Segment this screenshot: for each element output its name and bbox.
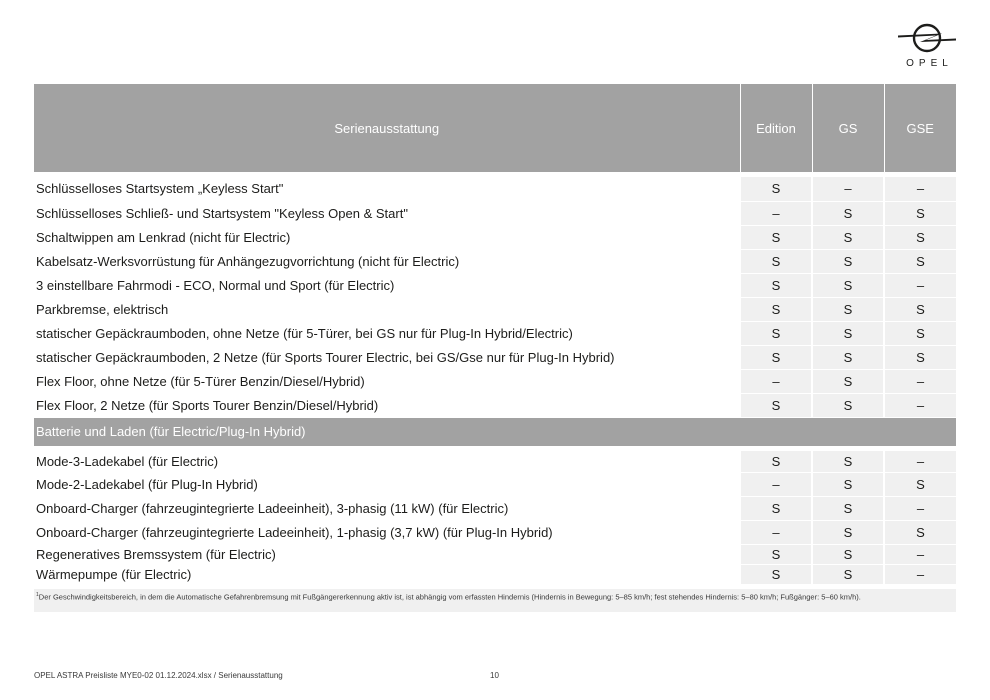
table-row (34, 393, 956, 417)
row-label: Mode-3-Ladekabel (für Electric) (34, 448, 740, 472)
cell-edition: S (740, 564, 812, 584)
cell-gse: – (884, 496, 956, 520)
header-gse: GSE (884, 84, 956, 172)
cell-edition: S (740, 345, 812, 369)
table-row (34, 544, 956, 564)
cell-gs: S (812, 201, 884, 225)
row-label: Flex Floor, 2 Netze (für Sports Tourer Benzin/Diesel/Hybrid) (34, 393, 740, 417)
cell-edition: S (740, 496, 812, 520)
cell-gs: S (812, 544, 884, 564)
cell-gse: – (884, 544, 956, 564)
cell-gs: S (812, 249, 884, 273)
cell-gs: S (812, 564, 884, 584)
cell-gse: S (884, 297, 956, 321)
cell-edition: – (740, 369, 812, 393)
row-label: Onboard-Charger (fahrzeugintegrierte Ladeeinheit), 1-phasig (3,7 kW) (für Plug-In Hybrid) (34, 520, 740, 544)
table-row (34, 369, 956, 393)
cell-gs: S (812, 273, 884, 297)
cell-edition: – (740, 201, 812, 225)
cell-edition: S (740, 321, 812, 345)
cell-gse: S (884, 201, 956, 225)
cell-edition: – (740, 472, 812, 496)
section-header-battery: Batterie und Laden (für Electric/Plug-In Hybrid) (34, 417, 956, 448)
table-row (34, 564, 956, 584)
table-row (34, 249, 956, 273)
cell-gs: S (812, 369, 884, 393)
cell-gs: S (812, 225, 884, 249)
cell-gse: S (884, 472, 956, 496)
table-row (34, 520, 956, 544)
cell-gse: – (884, 448, 956, 472)
cell-edition: S (740, 249, 812, 273)
cell-gse: – (884, 393, 956, 417)
cell-gs: S (812, 472, 884, 496)
cell-gs: S (812, 496, 884, 520)
header-title: Serienausstattung (34, 84, 740, 172)
cell-gse: S (884, 225, 956, 249)
opel-wordmark: OPEL (906, 58, 953, 69)
table-row (34, 345, 956, 369)
section-header-row (34, 417, 956, 448)
cell-edition: S (740, 297, 812, 321)
table-row (34, 225, 956, 249)
cell-gs: S (812, 321, 884, 345)
equipment-table (34, 84, 956, 585)
row-label: 3 einstellbare Fahrmodi - ECO, Normal und Sport (für Electric) (34, 273, 740, 297)
cell-edition: S (740, 544, 812, 564)
row-label: statischer Gepäckraumboden, 2 Netze (für Sports Tourer Electric, bei GS/Gse nur für Plug-In Hybrid) (34, 345, 740, 369)
cell-gs: S (812, 520, 884, 544)
row-label: Regeneratives Bremssystem (für Electric) (34, 544, 740, 564)
footer-page-number: 10 (490, 671, 499, 680)
cell-gse: – (884, 177, 956, 201)
table-row (34, 297, 956, 321)
footnote (34, 589, 956, 612)
header-edition: Edition (740, 84, 812, 172)
table-row (34, 201, 956, 225)
table-row (34, 177, 956, 201)
cell-gse: S (884, 520, 956, 544)
row-label: statischer Gepäckraumboden, ohne Netze (für 5-Türer, bei GS nur für Plug-In Hybrid/Electric) (34, 321, 740, 345)
table-row (34, 273, 956, 297)
header-gs: GS (812, 84, 884, 172)
cell-edition: S (740, 225, 812, 249)
opel-logo (896, 20, 958, 70)
cell-edition: S (740, 393, 812, 417)
row-label: Kabelsatz-Werksvorrüstung für Anhängezugvorrichtung (nicht für Electric) (34, 249, 740, 273)
opel-blitz-icon (896, 20, 958, 56)
cell-edition: S (740, 448, 812, 472)
footer-document-name: OPEL ASTRA Preisliste MYE0-02 01.12.2024.xlsx / Serienausstattung (34, 671, 283, 680)
cell-gs: S (812, 393, 884, 417)
cell-gse: – (884, 369, 956, 393)
table-row (34, 321, 956, 345)
table-header-row (34, 84, 956, 172)
cell-gse: S (884, 345, 956, 369)
cell-gse: – (884, 273, 956, 297)
row-label: Schaltwippen am Lenkrad (nicht für Electric) (34, 225, 740, 249)
cell-gs: S (812, 448, 884, 472)
cell-gse: – (884, 564, 956, 584)
table-row (34, 472, 956, 496)
cell-gs: – (812, 177, 884, 201)
cell-gse: S (884, 249, 956, 273)
cell-edition: S (740, 177, 812, 201)
cell-gse: S (884, 321, 956, 345)
cell-gs: S (812, 345, 884, 369)
row-label: Mode-2-Ladekabel (für Plug-In Hybrid) (34, 472, 740, 496)
row-label: Onboard-Charger (fahrzeugintegrierte Ladeeinheit), 3-phasig (11 kW) (für Electric) (34, 496, 740, 520)
cell-edition: – (740, 520, 812, 544)
row-label: Wärmepumpe (für Electric) (34, 564, 740, 584)
cell-edition: S (740, 273, 812, 297)
footnote-text: Der Geschwindigkeitsbereich, in dem die Automatische Gefahrenbremsung mit Fußgängererkennung aktiv ist, ist abhängig vom erfassten Hindernis (Hindernis in Bewegung: 5–85 km/h; fest stehendes Hindernis: 5–80 km/h; Fußgänger: 5–60 km/h). (38, 592, 861, 602)
row-label: Parkbremse, elektrisch (34, 297, 740, 321)
table-row (34, 496, 956, 520)
row-label: Schlüsselloses Schließ- und Startsystem "Keyless Open & Start" (34, 201, 740, 225)
footnote-marker: 1 (36, 592, 39, 598)
cell-gs: S (812, 297, 884, 321)
row-label: Schlüsselloses Startsystem „Keyless Start" (34, 177, 740, 201)
table-row (34, 448, 956, 472)
row-label: Flex Floor, ohne Netze (für 5-Türer Benzin/Diesel/Hybrid) (34, 369, 740, 393)
